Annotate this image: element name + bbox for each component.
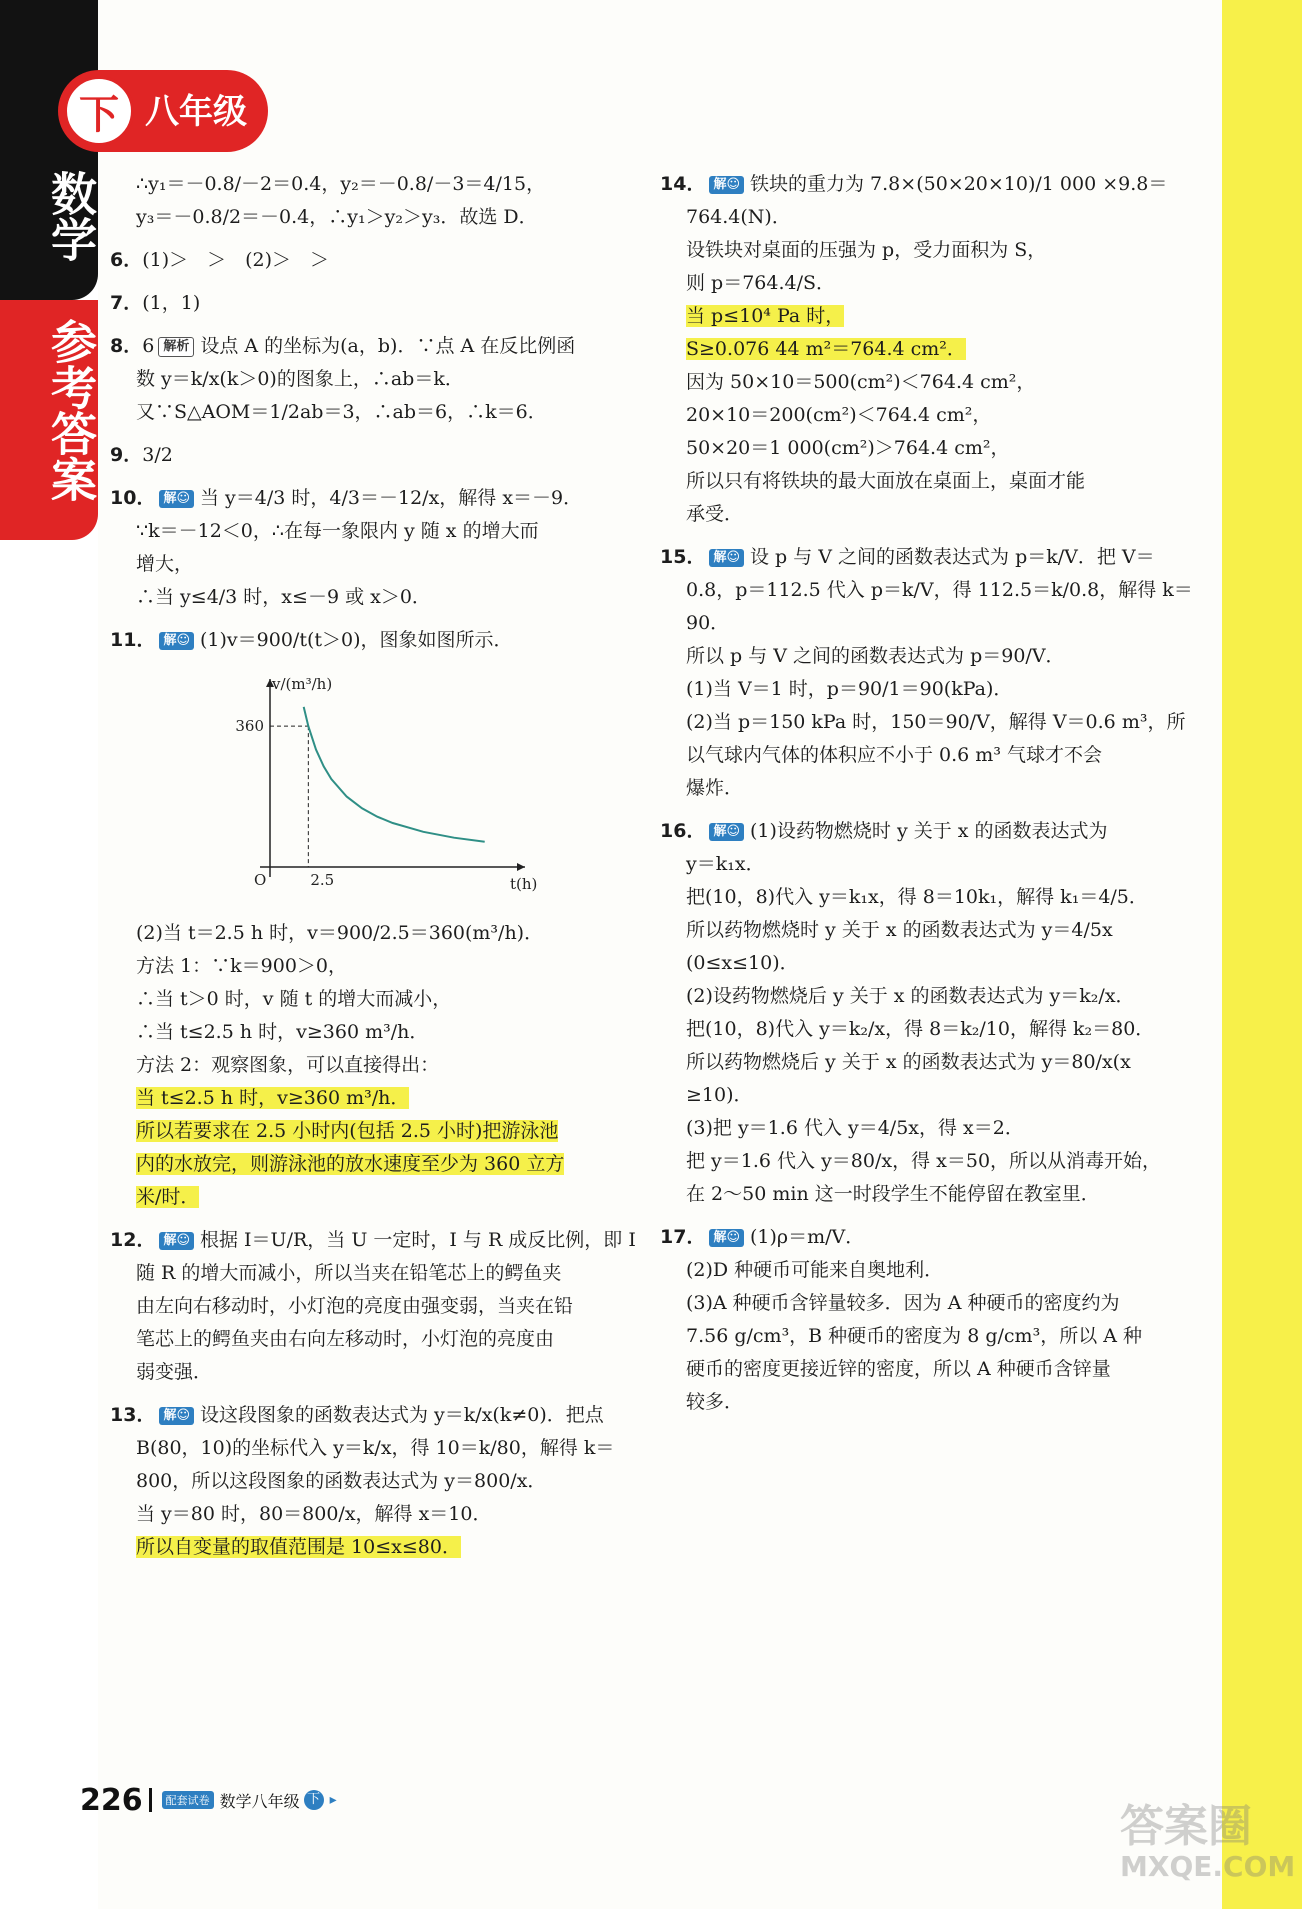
answer-line (660, 772, 1180, 805)
answer-line (660, 1254, 1180, 1287)
answer-text: 所以自变量的取值范围是 10≤x≤80． (136, 1536, 461, 1558)
answer-line (110, 983, 630, 1016)
answer-line (110, 548, 630, 581)
solution-tag: 解☺ (709, 1229, 744, 1247)
origin-label: O (254, 871, 267, 889)
answer-text: ≥10)． (686, 1084, 753, 1106)
question-number: 17． (660, 1226, 706, 1248)
page-footer (80, 1780, 337, 1820)
answer-text: 设点 A 的坐标为(a，b)．∵点 A 在反比例函 (200, 335, 576, 357)
answer-line (660, 706, 1186, 739)
answer-line (660, 980, 1180, 1013)
solution-tag: 解☺ (709, 823, 744, 841)
answer-line (660, 673, 1180, 706)
question-number: 15． (660, 546, 706, 568)
solution-tag: 解☺ (159, 632, 194, 650)
answer-line (110, 1049, 630, 1082)
answer-text: 弱变强． (136, 1361, 213, 1383)
answer-line (110, 396, 630, 429)
answer-line (660, 399, 1180, 432)
answer-text: B(80，10)的坐标代入 y＝k/x，得 10＝k/80，解得 k＝ (136, 1437, 615, 1459)
solution-tag: 解☺ (159, 490, 194, 508)
answer-line (660, 1145, 1180, 1178)
answer-text: 7.56 g/cm³，B 种硬币的密度为 8 g/cm³，所以 A 种 (686, 1325, 1142, 1347)
answer-line (110, 1323, 630, 1356)
answer-line (660, 1013, 1180, 1046)
footer-book-title: 数学八年级 (219, 1791, 300, 1811)
answer-line (660, 267, 1180, 300)
answer-text: 以气球内气体的体积应不小于 0.6 m³ 气球才不会 (686, 744, 1102, 766)
answer-text: 把(10，8)代入 y＝k₂/x，得 8＝k₂/10，解得 k₂＝80． (686, 1018, 1155, 1040)
answer-text: 20×10＝200(cm²)＜764.4 cm²， (686, 404, 992, 426)
answer-text: 铁块的重力为 7.8×(50×20×10)/1 000 ×9.8＝ (750, 173, 1168, 195)
watermark-logo: 答案圈 (1120, 1801, 1252, 1852)
answer-line (660, 739, 1180, 772)
question-number: 10． (110, 487, 156, 509)
question-line (110, 624, 630, 657)
answer-text: 数 y＝k/x(k＞0)的图象上，∴ab＝k． (136, 368, 464, 390)
solution-tag: 解析 (158, 337, 194, 357)
solution-tag: 解☺ (709, 176, 744, 194)
answer-text: 所以药物燃烧后 y 关于 x 的函数表达式为 y＝80/x(x (686, 1051, 1131, 1073)
page-number: 226 (80, 1782, 143, 1818)
answer-text: 则 p＝764.4/S． (686, 272, 836, 294)
answer-line (660, 607, 1180, 640)
answer-text: 因为 50×10＝500(cm²)＜764.4 cm²， (686, 371, 1036, 393)
answer-text: ∴y₁＝－0.8/－2＝0.4，y₂＝－0.8/－3＝4/15， (136, 173, 546, 195)
answer-text: 承受． (686, 503, 744, 525)
question-number: 11． (110, 629, 156, 651)
answer-text: y＝k₁x． (686, 853, 765, 875)
answer-text: (0≤x≤10)． (686, 952, 799, 974)
answer-text: 增大， (136, 553, 194, 575)
footer-badge: 配套试卷 (162, 1791, 214, 1809)
answer-value: 6 (142, 335, 155, 357)
answer-text: 方法 2：观察图象，可以直接得出： (136, 1054, 440, 1076)
answer-text: 笔芯上的鳄鱼夹由右向左移动时，小灯泡的亮度由 (136, 1328, 555, 1350)
question-line (660, 168, 1180, 201)
answer-line (660, 574, 1193, 607)
answer-text: 当 y＝80 时，80＝800/x，解得 x＝10． (136, 1503, 492, 1525)
answer-line (660, 432, 1180, 465)
answer-line (110, 363, 630, 396)
answer-line (110, 1115, 630, 1148)
answer-line (660, 1112, 1180, 1145)
question-line (110, 1224, 636, 1257)
answer-line (660, 1178, 1180, 1211)
question-number: 9． (110, 444, 143, 466)
question-line (110, 482, 630, 515)
left-margin-band (0, 0, 98, 1909)
answer-text: 米/时． (136, 1186, 200, 1208)
answer-text: (3)A 种硬币含锌量较多．因为 A 种硬币的密度约为 (686, 1292, 1120, 1314)
answer-text: 方法 1：∵k＝900＞0， (136, 955, 347, 977)
answer-line (110, 581, 630, 614)
grade-label: 八年级 (145, 92, 247, 132)
answer-line (110, 1016, 630, 1049)
answer-line (660, 234, 1180, 267)
answer-text: (2)D 种硬币可能来自奥地利． (686, 1259, 944, 1281)
answer-line (660, 914, 1180, 947)
answer-line (660, 333, 1180, 366)
answer-text: (3)把 y＝1.6 代入 y＝4/5x，得 x＝2． (686, 1117, 1024, 1139)
answer-text: (1)＞ ＞ (2)＞ ＞ (142, 249, 330, 271)
x-axis-label: t(h) (510, 875, 538, 893)
answer-line (660, 947, 1180, 980)
answer-line (660, 465, 1180, 498)
answer-text: 设这段图象的函数表达式为 y＝k/x(k≠0)．把点 (200, 1404, 604, 1426)
question-line (660, 1221, 1180, 1254)
question-line (110, 244, 630, 277)
question-number: 6． (110, 249, 143, 271)
answer-text: 在 2～50 min 这一时段学生不能停留在教室里． (686, 1183, 1100, 1205)
answer-text: ∵k＝－12＜0，∴在每一象限内 y 随 x 的增大而 (136, 520, 539, 542)
answer-text: 所以若要求在 2.5 小时内(包括 2.5 小时)把游泳池 (136, 1120, 559, 1142)
question-line (110, 287, 630, 320)
answer-text: 当 y＝4/3 时，4/3＝－12/x，解得 x＝－9． (200, 487, 583, 509)
answer-line (660, 1079, 1180, 1112)
answer-text: 又∵S△AOM＝1/2ab＝3，∴ab＝6，∴k＝6． (136, 401, 547, 423)
question-number: 16． (660, 820, 706, 842)
answer-text: 随 R 的增大而减小，所以当夹在铅笔芯上的鳄鱼夹 (136, 1262, 562, 1284)
x-axis-arrow (517, 863, 525, 871)
answer-line (660, 1353, 1180, 1386)
question-line (110, 330, 630, 363)
answer-line (660, 1320, 1180, 1353)
answer-line (110, 1432, 630, 1465)
answer-text: 把 y＝1.6 代入 y＝80/x，得 x＝50，所以从消毒开始， (686, 1150, 1162, 1172)
answer-line (110, 1531, 630, 1564)
answer-text: (1)ρ＝m/V． (750, 1226, 865, 1248)
answer-text: y₃＝－0.8/2＝－0.4，∴y₁＞y₂＞y₃．故选 D． (136, 206, 538, 228)
question-number: 12． (110, 1229, 156, 1251)
subject-tab (0, 0, 98, 300)
answer-line (110, 1465, 630, 1498)
answer-line (660, 1386, 1180, 1419)
answer-line (660, 848, 1180, 881)
answer-text: 设铁块对桌面的压强为 p，受力面积为 S， (686, 239, 1047, 261)
answer-line (660, 1046, 1180, 1079)
answer-text: (1)当 V＝1 时，p＝90/1＝90(kPa)． (686, 678, 1013, 700)
chart-svg (220, 667, 560, 907)
answer-text: 根据 I＝U/R，当 U 一定时，I 与 R 成反比例，即 I (200, 1229, 636, 1251)
answer-line (660, 640, 1180, 673)
solution-tag: 解☺ (159, 1407, 194, 1425)
answer-text: ∴当 t＞0 时，v 随 t 的增大而减小， (136, 988, 452, 1010)
answer-text: 所以只有将铁块的最大面放在桌面上，桌面才能 (686, 470, 1086, 492)
question-line (110, 1399, 630, 1432)
answer-line (110, 1148, 630, 1181)
answer-line (110, 917, 630, 950)
answer-line (110, 1356, 630, 1389)
question-line (660, 541, 1180, 574)
footer-arrow-icon: ▸ (329, 1792, 337, 1808)
answer-text: (2)当 p＝150 kPa 时，150＝90/V，解得 V＝0.6 m³，所 (686, 711, 1186, 733)
answer-line (660, 366, 1180, 399)
answer-line (110, 1498, 630, 1531)
answer-text: ∴当 y≤4/3 时，x≤－9 或 x＞0． (136, 586, 431, 608)
answer-text: 50×20＝1 000(cm²)＞764.4 cm²， (686, 437, 1010, 459)
section-label: 参考答案 (44, 318, 98, 502)
answer-line (110, 1257, 630, 1290)
answer-line (110, 1290, 630, 1323)
watermark-url: MXQE.COM (1120, 1850, 1296, 1883)
answer-text: 3/2 (142, 444, 173, 466)
chart-figure (220, 667, 560, 907)
solution-tag: 解☺ (709, 549, 744, 567)
answer-line (110, 201, 630, 234)
x-tick-label: 2.5 (310, 871, 335, 889)
answer-text: 所以 p 与 V 之间的函数表达式为 p＝90/V． (686, 645, 1065, 667)
question-line (110, 439, 630, 472)
footer-divider (149, 1788, 152, 1812)
answer-text: 所以药物燃烧时 y 关于 x 的函数表达式为 y＝4/5x (686, 919, 1113, 941)
answer-text: (1，1) (142, 292, 201, 314)
answer-text: S≥0.076 44 m²＝764.4 cm²． (686, 338, 966, 360)
y-tick-label: 360 (235, 717, 264, 736)
answer-text: 90． (686, 612, 730, 634)
volume-circle: 下 (64, 76, 134, 146)
question-number: 8． (110, 335, 143, 357)
answer-text: (2)当 t＝2.5 h 时，v＝900/2.5＝360(m³/h)． (136, 922, 544, 944)
answer-text: 爆炸． (686, 777, 744, 799)
footer-volume: 下 (304, 1790, 324, 1810)
answer-line (660, 1287, 1180, 1320)
answer-text: 由左向右移动时，小灯泡的亮度由强变弱，当夹在铅 (136, 1295, 574, 1317)
answer-text: 硬币的密度更接近锌的密度，所以 A 种硬币含锌量 (686, 1358, 1111, 1380)
answer-text: 800，所以这段图象的函数表达式为 y＝800/x． (136, 1470, 547, 1492)
answer-line (110, 515, 630, 548)
y-axis-label: v/(m³/h) (272, 675, 333, 693)
answer-text: 764.4(N)． (686, 206, 791, 228)
answer-text: 设 p 与 V 之间的函数表达式为 p＝k/V．把 V＝ (750, 546, 1155, 568)
answer-line (110, 950, 630, 983)
answer-line (660, 300, 1180, 333)
answer-line (660, 498, 1180, 531)
question-number: 13． (110, 1404, 156, 1426)
answer-line (110, 168, 630, 201)
answer-text: 当 t≤2.5 h 时，v≥360 m³/h． (136, 1087, 410, 1109)
answer-text: ∴当 t≤2.5 h 时，v≥360 m³/h． (136, 1021, 429, 1043)
answer-text: 当 p≤10⁴ Pa 时， (686, 305, 845, 327)
answer-line (110, 1181, 630, 1214)
answer-text: 较多． (686, 1391, 744, 1413)
section-tab (0, 300, 98, 540)
question-number: 14． (660, 173, 706, 195)
right-column (660, 168, 1193, 1419)
solution-tag: 解☺ (159, 1232, 194, 1250)
question-number: 7． (110, 292, 143, 314)
answer-text: (1)v＝900/t(t＞0)，图象如图所示． (200, 629, 513, 651)
answer-text: 把(10，8)代入 y＝k₁x，得 8＝10k₁，解得 k₁＝4/5． (686, 886, 1148, 908)
answer-text: (1)设药物燃烧时 y 关于 x 的函数表达式为 (750, 820, 1108, 842)
subject-label: 数学 (44, 170, 98, 262)
answer-line (110, 1082, 630, 1115)
series-curve (304, 707, 485, 842)
answer-text: 0.8，p＝112.5 代入 p＝k/V，得 112.5＝k/0.8，解得 k＝ (686, 579, 1193, 601)
question-line (660, 815, 1180, 848)
answer-line (660, 201, 1180, 234)
answer-text: 内的水放完，则游泳池的放水速度至少为 360 立方 (136, 1153, 565, 1175)
answer-line (660, 881, 1180, 914)
right-margin-band (1222, 0, 1302, 1909)
left-column (110, 168, 636, 1564)
answer-text: (2)设药物燃烧后 y 关于 x 的函数表达式为 y＝k₂/x． (686, 985, 1135, 1007)
